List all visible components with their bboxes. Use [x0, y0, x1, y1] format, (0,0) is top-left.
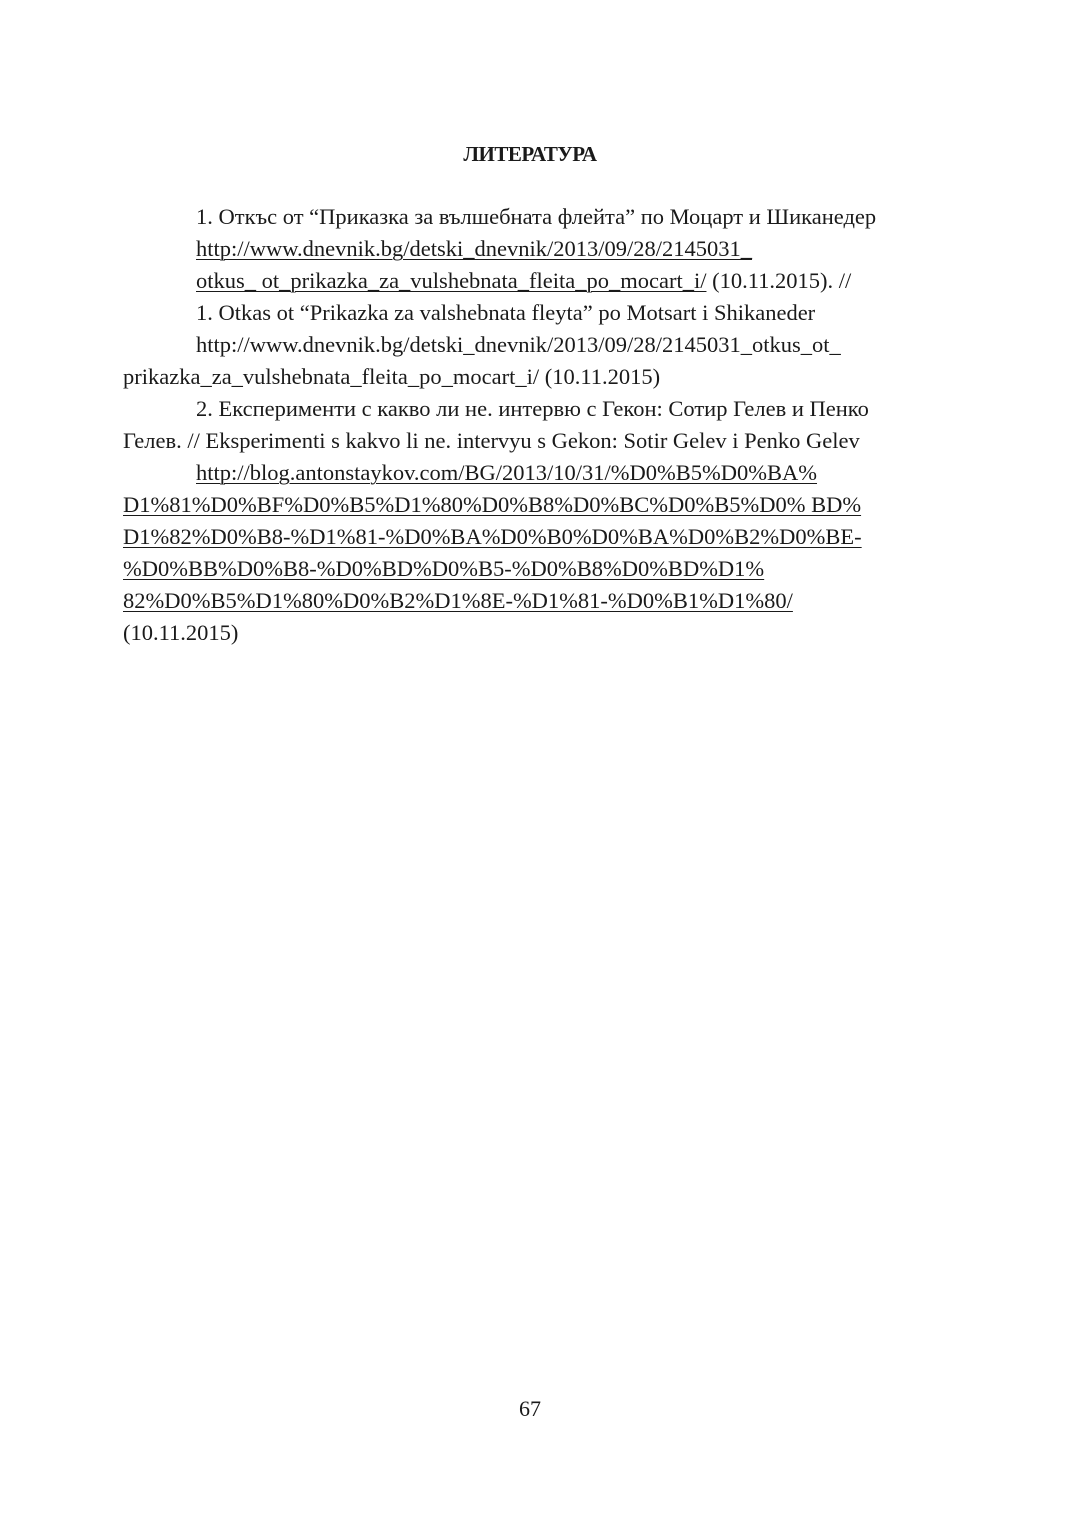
reference-1-transliterated-url-line-2: prikazka_za_vulshebnata_fleita_po_mocart_i/ (10.11.2015) [123, 364, 661, 389]
reference-1-transliterated-url-line-1: http://www.dnevnik.bg/detski_dnevnik/2013/09/28/2145031_otkus_ot_ [196, 332, 841, 357]
reference-2-link-part-2[interactable]: D1%81%D0%BF%D0%B5%D1%80%D0%B8%D0%BC%D0%B5%D0% BD% [123, 492, 862, 517]
reference-2-link-line-4 [123, 553, 941, 585]
reference-2-link-line-5 [123, 585, 941, 617]
reference-2-link-part-4[interactable]: %D0%BB%D0%B8-%D0%BD%D0%B5-%D0%B8%D0%BD%D1% [123, 556, 765, 581]
reference-2-link-part-3[interactable]: D1%82%D0%B8-%D1%81-%D0%BA%D0%B0%D0%BA%D0%B2%D0%BE- [123, 524, 862, 549]
reference-2-heading-line-1: 2. Експерименти с какво ли не. интервю с Гекон: Сотир Гелев и Пенко [196, 396, 869, 421]
reference-2-link-line-3 [123, 521, 941, 553]
reference-1-heading: 1. Откъс от “Приказка за вълшебната флейта” по Моцарт и Шиканедер [196, 204, 877, 229]
reference-1-date: (10.11.2015). // [706, 268, 852, 293]
page-number: 67 [519, 1396, 541, 1421]
reference-2-link-part-1[interactable]: http://blog.antonstaykov.com/BG/2013/10/31/%D0%B5%D0%BA% [196, 460, 818, 485]
reference-2-link-line-1 [123, 457, 941, 489]
reference-1-link-line-1 [123, 233, 941, 265]
reference-1-link-part-1[interactable]: http://www.dnevnik.bg/detski_dnevnik/2013/09/28/2145031_ [196, 236, 753, 261]
reference-1-link-line-2 [123, 265, 941, 297]
references-list [123, 201, 941, 649]
reference-2-date: (10.11.2015) [123, 620, 239, 645]
reference-1-transliterated-heading: 1. Otkas ot “Prikazka za valshebnata fleyta” po Motsart i Shikaneder [196, 300, 816, 325]
reference-2-link-line-2 [123, 489, 941, 521]
reference-2-link-part-5[interactable]: 82%D0%B5%D1%80%D0%B2%D1%8E-%D1%81-%D0%B1%D1%80/ [123, 588, 793, 613]
reference-1-link-part-2[interactable]: otkus_ ot_prikazka_za_vulshebnata_fleita_po_mocart_i/ [196, 268, 707, 293]
page-title: ЛИТЕРАТУРА [463, 142, 597, 166]
reference-2-heading-line-2: Гелев. // Eksperimenti s kakvo li ne. intervyu s Gekon: Sotir Gelev i Penko Gelev [123, 428, 860, 453]
